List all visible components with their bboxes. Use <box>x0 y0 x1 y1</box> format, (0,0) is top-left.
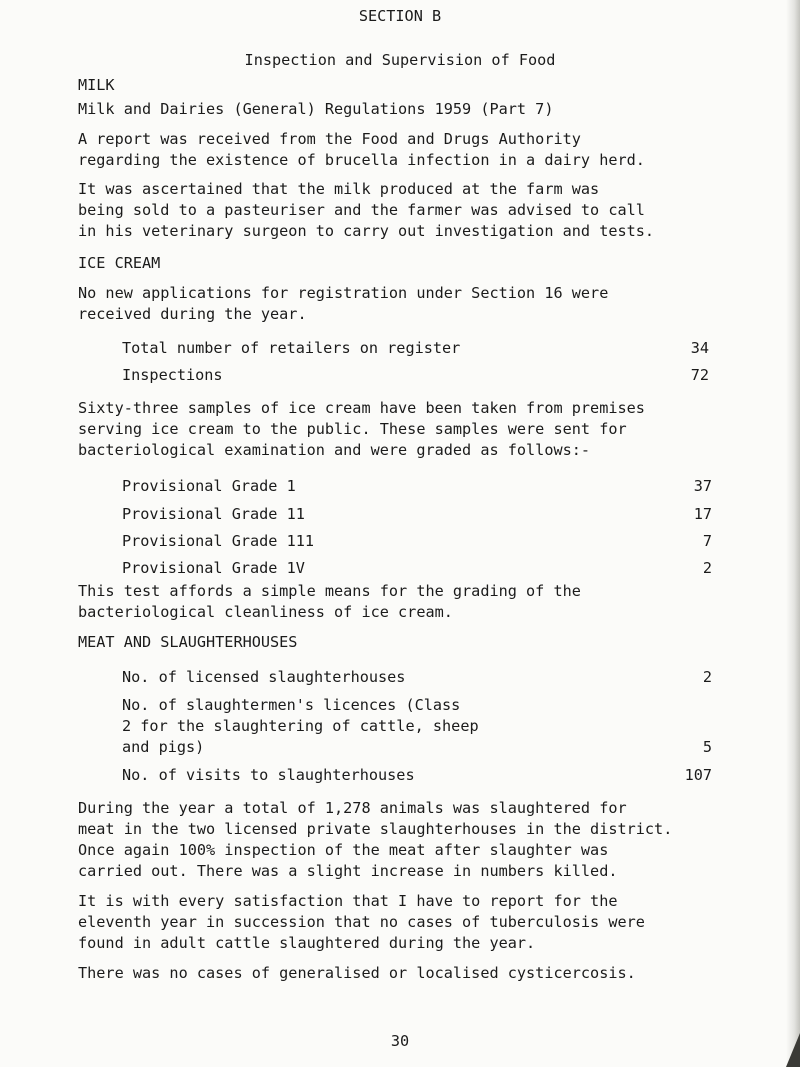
ice-cream-para1-line2: received during the year. <box>78 305 307 323</box>
milk-regulation-title: Milk and Dairies (General) Regulations 1959 (Part 7) <box>78 100 554 118</box>
section-heading: SECTION B <box>358 7 442 25</box>
meat-para2-line2: eleventh year in succession that no cases of tuberculosis were <box>78 913 645 931</box>
ice-cream-para1-line1: No new applications for registration under Section 16 were <box>78 284 609 302</box>
milk-para1-line2: regarding the existence of brucella infection in a dairy herd. <box>78 151 645 169</box>
ice-cream-para2-line2: serving ice cream to the public. These samples were sent for <box>78 420 627 438</box>
grade-2-value: 17 <box>693 505 712 523</box>
retailers-value: 34 <box>690 339 709 357</box>
grade-3-value: 7 <box>702 532 712 550</box>
grade-4-label: Provisional Grade 1V <box>122 559 305 577</box>
licences-value: 5 <box>702 738 712 756</box>
meat-heading: MEAT AND SLAUGHTERHOUSES <box>78 633 298 651</box>
meat-para3: There was no cases of generalised or localised cysticercosis. <box>78 964 636 982</box>
milk-para1-line1: A report was received from the Food and Drugs Authority <box>78 130 581 148</box>
ice-cream-para3-line2: bacteriological cleanliness of ice cream. <box>78 603 453 621</box>
milk-para2-line2: being sold to a pasteuriser and the farmer was advised to call <box>78 201 645 219</box>
meat-para1-line3: Once again 100% inspection of the meat after slaughter was <box>78 841 609 859</box>
meat-para1-line1: During the year a total of 1,278 animals was slaughtered for <box>78 799 627 817</box>
meat-para1-line2: meat in the two licensed private slaughterhouses in the district. <box>78 820 673 838</box>
licences-label-line1: No. of slaughtermen's licences (Class <box>122 696 461 714</box>
slaughterhouses-value: 2 <box>702 668 712 686</box>
page-edge-shadow <box>786 0 800 1067</box>
meat-para2-line1: It is with every satisfaction that I have to report for the <box>78 892 618 910</box>
milk-para2-line1: It was ascertained that the milk produced at the farm was <box>78 180 600 198</box>
retailers-label: Total number of retailers on register <box>122 339 461 357</box>
slaughterhouses-label: No. of licensed slaughterhouses <box>122 668 406 686</box>
ice-cream-para3-line1: This test affords a simple means for the grading of the <box>78 582 581 600</box>
visits-value: 107 <box>684 766 712 784</box>
ice-cream-heading: ICE CREAM <box>78 254 161 272</box>
visits-label: No. of visits to slaughterhouses <box>122 766 415 784</box>
licences-label-line3: and pigs) <box>122 738 205 756</box>
milk-para2-line3: in his veterinary surgeon to carry out investigation and tests. <box>78 222 655 240</box>
page-title: Inspection and Supervision of Food <box>244 51 556 69</box>
meat-para1-line4: carried out. There was a slight increase in numbers killed. <box>78 862 618 880</box>
grade-1-value: 37 <box>693 477 712 495</box>
inspections-value: 72 <box>690 366 709 384</box>
grade-1-label: Provisional Grade 1 <box>122 477 296 495</box>
licences-label-line2: 2 for the slaughtering of cattle, sheep <box>122 717 479 735</box>
ice-cream-para2-line1: Sixty-three samples of ice cream have been taken from premises <box>78 399 645 417</box>
grade-2-label: Provisional Grade 11 <box>122 505 305 523</box>
page-number: 30 <box>390 1032 410 1050</box>
grade-4-value: 2 <box>702 559 712 577</box>
milk-heading: MILK <box>78 76 115 94</box>
meat-para2-line3: found in adult cattle slaughtered during the year. <box>78 934 536 952</box>
inspections-label: Inspections <box>122 366 223 384</box>
ice-cream-para2-line3: bacteriological examination and were graded as follows:- <box>78 441 591 459</box>
grade-3-label: Provisional Grade 111 <box>122 532 315 550</box>
